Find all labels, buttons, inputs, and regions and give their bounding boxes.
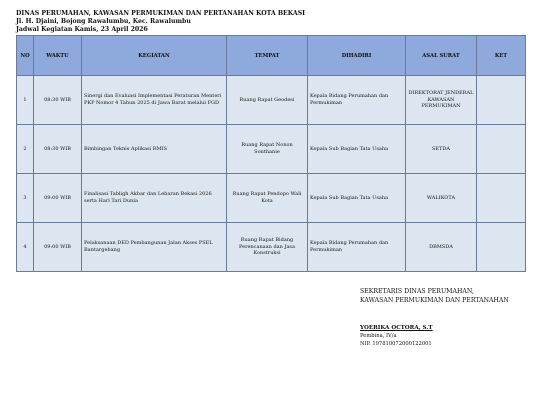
cell-no: 4 [17, 223, 34, 272]
cell-dihadiri: Kepala Bidang Perumahan dan Permukiman [308, 76, 406, 125]
col-header-asal-surat: ASAL SURAT [406, 36, 477, 76]
signatory-title-line-2: KAWASAN PERMUKIMAN DAN PERTANAHAN [360, 297, 509, 305]
cell-asal-surat: SETDA [406, 125, 477, 174]
cell-kegiatan: Pelaksanaan DED Pembangunan Jalan Akses PSEL Bantargebang [82, 223, 227, 272]
col-header-kegiatan: KEGIATAN [82, 36, 227, 76]
col-header-no: NO [17, 36, 34, 76]
table-header-row [17, 36, 526, 76]
schedule-date: Jadwal Kegiatan Kamis, 23 April 2026 [16, 25, 148, 33]
table-row [17, 174, 526, 223]
cell-dihadiri: Kepala Sub Bagian Tata Usaha [308, 125, 406, 174]
table-row [17, 76, 526, 125]
cell-waktu: 08:30 WIB [34, 125, 82, 174]
cell-kegiatan: Sinergi dan Evaluasi Implementasi Peraturan Menteri PKP Nomor 4 Tahun 2025 di Jawa Barat melalui FGD [82, 76, 227, 125]
col-header-dihadiri: DIHADIRI [308, 36, 406, 76]
signatory-title [360, 287, 509, 306]
cell-ket [477, 125, 526, 174]
table-row [17, 125, 526, 174]
col-header-tempat: TEMPAT [227, 36, 308, 76]
signatory-name: YOERIKA OCTORA, S.T [360, 325, 433, 331]
cell-tempat: Ruang Rapat Nonon Sonthanie [227, 125, 308, 174]
cell-waktu: 09:00 WIB [34, 174, 82, 223]
cell-asal-surat: WALIKOTA [406, 174, 477, 223]
cell-kegiatan: Bimbingan Teknis Aplikasi RMIS [82, 125, 227, 174]
cell-no: 2 [17, 125, 34, 174]
document-header [16, 10, 305, 33]
cell-asal-surat: DBMSDA [406, 223, 477, 272]
cell-dihadiri: Kepala Bidang Perumahan dan Permukiman [308, 223, 406, 272]
cell-waktu: 09:00 WIB [34, 223, 82, 272]
agency-name: DINAS PERUMAHAN, KAWASAN PERMUKIMAN DAN PERTANAHAN KOTA BEKASI [16, 10, 306, 17]
col-header-waktu: WAKTU [34, 36, 82, 76]
cell-tempat: Ruang Rapat Bidang Perencanaan dan Jasa Konstruksi [227, 223, 308, 272]
cell-dihadiri: Kepala Sub Bagian Tata Usaha [308, 174, 406, 223]
agency-address: Jl. H. Djaini, Bojong Rawalumbu, Kec. Rawalumbu [16, 17, 191, 25]
signatory-nip: NIP. 197810072000122001 [360, 341, 432, 347]
cell-ket [477, 223, 526, 272]
signatory-rank: Pembina, IV/a [360, 333, 397, 339]
col-header-ket: KET [477, 36, 526, 76]
cell-tempat: Ruang Rapat Pendopo Wali Kota [227, 174, 308, 223]
cell-no: 3 [17, 174, 34, 223]
table-row [17, 223, 526, 272]
cell-waktu: 08:30 WIB [34, 76, 82, 125]
schedule-table [16, 35, 526, 272]
cell-ket [477, 76, 526, 125]
cell-asal-surat: DIREKTORAT JENDERAL KAWASAN PERMUKIMAN [406, 76, 477, 125]
cell-tempat: Ruang Rapat Geodesi [227, 76, 308, 125]
cell-kegiatan: Finalisasi Tabligh Akbar dan Lebaran Bekasi 2026 serta Hari Tari Dunia [82, 174, 227, 223]
cell-no: 1 [17, 76, 34, 125]
cell-ket [477, 174, 526, 223]
signatory-title-line-1: SEKRETARIS DINAS PERUMAHAN, [360, 288, 474, 295]
